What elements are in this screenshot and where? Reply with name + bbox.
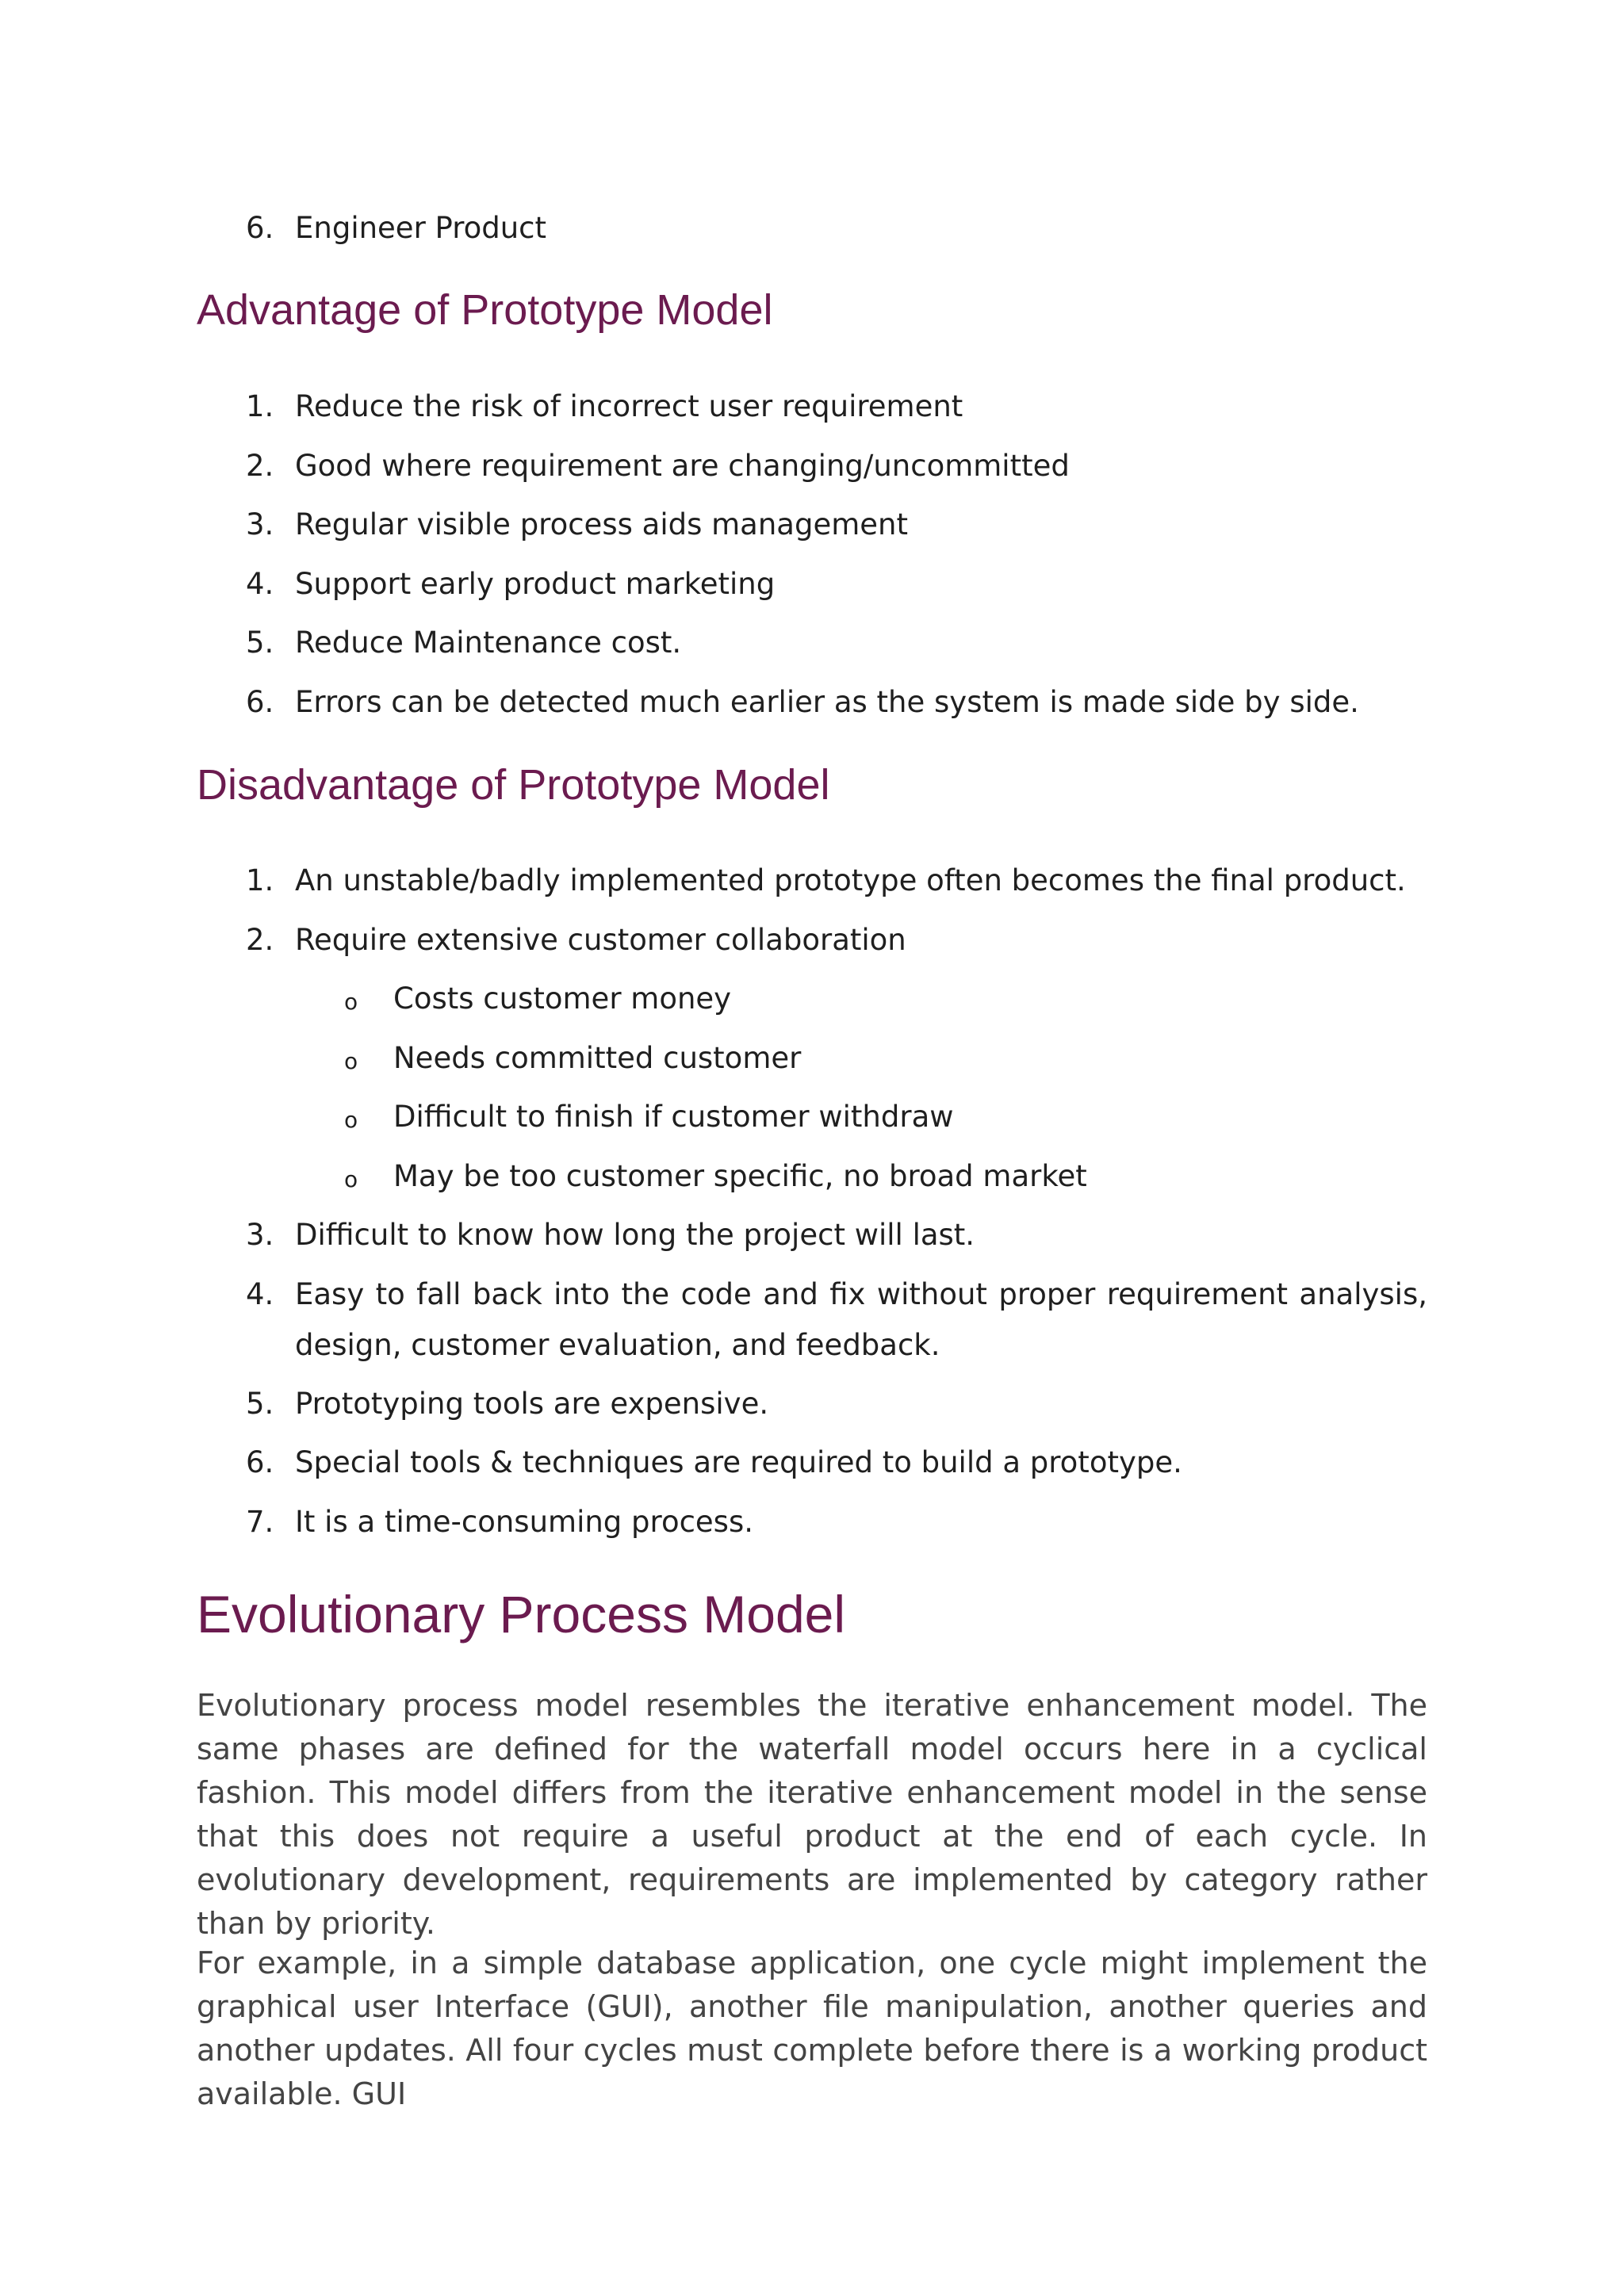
list-text: Special tools & techniques are required to build a prototype.	[295, 1445, 1182, 1479]
list-item	[197, 1265, 1427, 1375]
advantages-section	[197, 282, 1427, 338]
evolutionary-heading: Evolutionary Process Model	[197, 1585, 846, 1644]
list-text: Reduce Maintenance cost.	[295, 626, 682, 660]
list-number: 2.	[246, 448, 274, 483]
list-number: 1.	[246, 389, 274, 423]
advantages-heading: Advantage of Prototype Model	[197, 286, 773, 334]
list-text: Support early product marketing	[295, 566, 776, 601]
bullet-icon: o	[344, 989, 358, 1015]
list-text: Reduce the risk of incorrect user requirement	[295, 389, 963, 423]
paragraph: Evolutionary process model resembles the iterative enhancement model. The same phases are defined for the waterfall model occurs here in a cyclical fashion. This model differs from the iterative enhancement model in the sense that this does not require a useful product at the end of each cycle. In evolutionary development, requirements are implemented by category rather than by priority.	[197, 1688, 1427, 1941]
sub-list-text: Difficult to finish if customer withdraw	[393, 1100, 954, 1134]
list-number: 3.	[246, 1218, 274, 1252]
list-item	[197, 673, 1427, 733]
list-number: 4.	[246, 1276, 274, 1311]
paragraph: For example, in a simple database application, one cycle might implement the graphical user Interface (GUI), another file manipulation, another queries and another updates. All four cycles must complete before there is a working product available. GUI	[197, 1946, 1427, 2111]
list-number: 1.	[246, 863, 274, 897]
advantages-list	[197, 377, 1427, 732]
sub-list-item	[197, 1147, 1427, 1207]
list-text: Regular visible process aids management	[295, 507, 908, 541]
list-item	[197, 496, 1427, 555]
disadvantages-section	[197, 757, 1427, 813]
list-number: 5.	[246, 1386, 274, 1421]
list-text: An unstable/badly implemented prototype often becomes the final product.	[295, 863, 1406, 897]
sub-list-text: Costs customer money	[393, 982, 732, 1016]
disadvantages-list	[197, 851, 1427, 1552]
evolutionary-body	[197, 1684, 1427, 1946]
list-item	[197, 614, 1427, 673]
list-number: 6.	[246, 1445, 274, 1479]
bullet-icon: o	[344, 1047, 358, 1074]
list-item	[197, 851, 1427, 911]
list-text: Require extensive customer collaboration	[295, 922, 906, 957]
list-text: Difficult to know how long the project will last.	[295, 1218, 975, 1252]
list-number: 6.	[246, 684, 274, 719]
list-item	[197, 437, 1427, 496]
list-text: Engineer Product	[295, 211, 547, 245]
list-number: 2.	[246, 922, 274, 957]
sub-list-item	[197, 1029, 1427, 1089]
list-item	[197, 1433, 1427, 1493]
evolutionary-body-2	[197, 1942, 1427, 2116]
list-number: 6.	[246, 211, 274, 245]
evolutionary-section	[197, 1582, 1427, 1646]
list-item	[197, 1493, 1427, 1552]
list-text: Good where requirement are changing/uncommitted	[295, 448, 1070, 483]
list-number: 4.	[246, 566, 274, 601]
sub-list-item	[197, 970, 1427, 1029]
list-text: It is a time-consuming process.	[295, 1504, 753, 1539]
sub-list-text: May be too customer specific, no broad market	[393, 1158, 1087, 1193]
list-text: Prototyping tools are expensive.	[295, 1386, 769, 1421]
list-item	[197, 377, 1427, 437]
list-item	[197, 911, 1427, 970]
top-list	[197, 203, 1427, 254]
list-number: 3.	[246, 507, 274, 541]
list-number: 5.	[246, 626, 274, 660]
sub-list-item	[197, 1088, 1427, 1147]
bullet-icon: o	[344, 1165, 358, 1192]
list-item	[197, 203, 1427, 254]
list-text: Easy to fall back into the code and fix without proper requirement analysis, design, customer evaluation, and feedback.	[295, 1276, 1427, 1362]
list-number: 7.	[246, 1504, 274, 1539]
list-item	[197, 1375, 1427, 1434]
list-text: Errors can be detected much earlier as the system is made side by side.	[295, 684, 1359, 719]
sub-list-text: Needs committed customer	[393, 1040, 802, 1075]
list-item	[197, 555, 1427, 614]
list-item	[197, 1206, 1427, 1265]
disadvantages-heading: Disadvantage of Prototype Model	[197, 761, 830, 809]
bullet-icon: o	[344, 1107, 358, 1133]
